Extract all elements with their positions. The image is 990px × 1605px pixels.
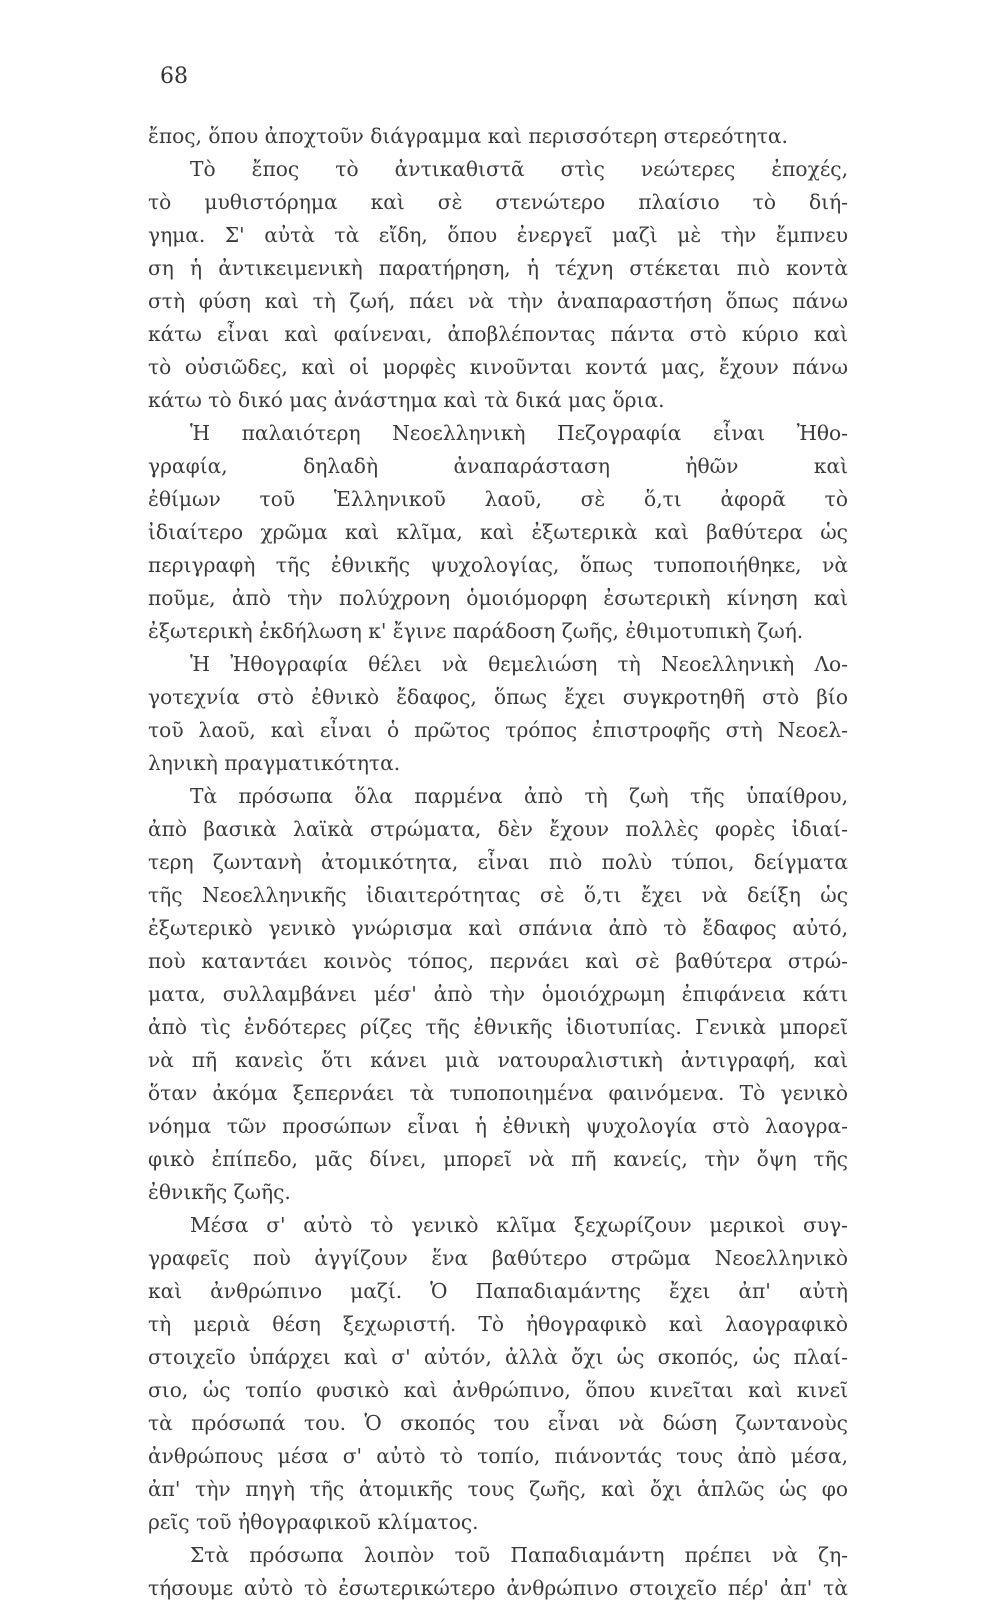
text-line: γοτεχνία στὸ ἐθνικὸ ἔδαφος, ὅπως ἔχει συγκροτηθῆ στὸ βίο [148,685,848,709]
text-line: τὸ οὐσιῶδες, καὶ οἱ μορφὲς κινοῦνται κοντά μας, ἔχουν πάνω [148,355,848,379]
text-line: ση ἡ ἀντικειμενικὴ παρατήρηση, ἡ τέχνη στέκεται πιὸ κοντὰ [148,256,848,280]
text-line: στὴ φύση καὶ τὴ ζωή, πάει νὰ τὴν ἀναπαραστήση ὅπως πάνω [148,289,848,313]
text-line: φικὸ ἐπίπεδο, μᾶς δίνει, μπορεῖ νὰ πῆ κανείς, τὴν ὄψη τῆς [148,1147,848,1171]
text-line: νόημα τῶν προσώπων εἶναι ἡ ἐθνικὴ ψυχολογία στὸ λαογρα- [148,1114,848,1138]
text-line: γημα. Σ' αὐτὰ τὰ εἴδη, ὅπου ἐνεργεῖ μαζὶ μὲ τὴν ἔμπνευ [148,223,848,247]
text-line: ματα, συλλαμβάνει μέσ' ἀπὸ τὴν ὁμοιόχρωμη ἐπιφάνεια κάτι [148,982,848,1006]
text-line: ἀπὸ τὶς ἐνδότερες ρίζες τῆς ἐθνικῆς ἰδιοτυπίας. Γενικὰ μπορεῖ [148,1015,848,1039]
text-line: Μέσα σ' αὐτὸ τὸ γενικὸ κλῖμα ξεχωρίζουν μερικοὶ συγ- [190,1213,848,1237]
body-text [148,120,848,1605]
text-line: ἐθίμων τοῦ Ἑλληνικοῦ λαοῦ, σὲ ὅ,τι ἀφορᾶ τὸ [148,487,848,511]
text-line: στοιχεῖο ὑπάρχει καὶ σ' αὐτόν, ἀλλὰ ὄχι ὡς σκοπός, ὡς πλαί- [148,1345,848,1369]
text-line: Τὸ ἔπος τὸ ἀντικαθιστᾶ στὶς νεώτερες ἐποχές, [190,157,848,181]
text-line: τὸ μυθιστόρημα καὶ σὲ στενώτερο πλαίσιο τὸ διή- [148,190,848,214]
text-line: τήσουμε αὐτὸ τὸ ἐσωτερικώτερο ἀνθρώπινο στοιχεῖο πέρ' ἀπ' τὰ [148,1576,848,1600]
text-line: ἐξωτερικὴ ἐκδήλωση κ' ἔγινε παράδοση ζωῆς, ἐθιμοτυπικὴ ζωή. [148,619,804,643]
text-line: τὴ μεριὰ θέση ξεχωριστή. Τὸ ἠθογραφικὸ καὶ λαογραφικὸ [148,1312,848,1336]
text-line: γραφία, δηλαδὴ ἀναπαράσταση ἠθῶν καὶ [148,454,848,478]
text-line: Τὰ πρόσωπα ὅλα παρμένα ἀπὸ τὴ ζωὴ τῆς ὑπαίθρου, [190,784,848,808]
text-line: ἐξωτερικὸ γενικὸ γνώρισμα καὶ σπάνια ἀπὸ τὸ ἔδαφος αὐτό, [148,916,848,940]
text-line: ρεῖς τοῦ ἠθογραφικοῦ κλίματος. [148,1510,479,1534]
text-line: ἀπ' τὴν πηγὴ τῆς ἀτομικῆς τους ζωῆς, καὶ ὄχι ἁπλῶς ὡς φο [148,1477,848,1501]
page-number: 68 [160,64,188,89]
text-line: σιο, ὡς τοπίο φυσικὸ καὶ ἀνθρώπινο, ὅπου κινεῖται καὶ κινεῖ [148,1378,848,1402]
text-line: γραφεῖς ποὺ ἀγγίζουν ἕνα βαθύτερο στρῶμα Νεοελληνικὸ [148,1246,848,1270]
text-line: ἔπος, ὅπου ἀποχτοῦν διάγραμμα καὶ περισσότερη στερεότητα. [148,124,788,148]
text-line: ἀπὸ βασικὰ λαϊκὰ στρώματα, δὲν ἔχουν πολλὲς φορὲς ἰδιαί- [148,817,848,841]
text-line: καὶ ἀνθρώπινο μαζί. Ὁ Παπαδιαμάντης ἔχει ἀπ' αὐτὴ [148,1279,848,1303]
text-line: κάτω εἶναι καὶ φαίνεναι, ἀποβλέποντας πάντα στὸ κύριο καὶ [148,322,848,346]
text-line: τερη ζωντανὴ ἀτομικότητα, εἶναι πιὸ πολὺ τύποι, δείγματα [148,850,848,874]
text-line: Στὰ πρόσωπα λοιπὸν τοῦ Παπαδιαμάντη πρέπει νὰ ζη- [190,1543,848,1567]
text-line: τὰ πρόσωπά του. Ὁ σκοπός του εἶναι νὰ δώση ζωντανοὺς [148,1411,848,1435]
text-line: Ἡ παλαιότερη Νεοελληνικὴ Πεζογραφία εἶναι Ἠθο- [190,421,848,445]
text-line: ποῦμε, ἀπὸ τὴν πολύχρονη ὁμοιόμορφη ἐσωτερικὴ κίνηση καὶ [148,586,848,610]
text-line: ὅταν ἀκόμα ξεπερνάει τὰ τυποποιημένα φαινόμενα. Τὸ γενικὸ [148,1081,848,1105]
text-line: Ἡ Ἠθογραφία θέλει νὰ θεμελιώση τὴ Νεοελληνικὴ Λο- [190,652,848,676]
text-line: τῆς Νεοελληνικῆς ἰδιαιτερότητας σὲ ὅ,τι ἔχει νὰ δείξη ὡς [148,883,848,907]
text-line: ἰδιαίτερο χρῶμα καὶ κλῖμα, καὶ ἐξωτερικὰ καὶ βαθύτερα ὡς [148,520,848,544]
text-line: ληνικὴ πραγματικότητα. [148,751,401,775]
text-line: νὰ πῆ κανεὶς ὅτι κάνει μιὰ νατουραλιστικὴ ἀντιγραφή, καὶ [148,1048,848,1072]
text-line: ἀνθρώπους μέσα σ' αὐτὸ τὸ τοπίο, πιάνοντάς τους ἀπὸ μέσα, [148,1444,848,1468]
text-line: τοῦ λαοῦ, καὶ εἶναι ὁ πρῶτος τρόπος ἐπιστροφῆς στὴ Νεοελ- [148,718,848,742]
text-line: κάτω τὸ δικό μας ἀνάστημα καὶ τὰ δικά μας ὅρια. [148,388,665,412]
text-line: περιγραφὴ τῆς ἐθνικῆς ψυχολογίας, ὅπως τυποποιήθηκε, νὰ [148,553,848,577]
text-line: ποὺ καταντάει κοινὸς τόπος, περνάει καὶ σὲ βαθύτερα στρώ- [148,949,848,973]
text-line: ἐθνικῆς ζωῆς. [148,1180,291,1204]
